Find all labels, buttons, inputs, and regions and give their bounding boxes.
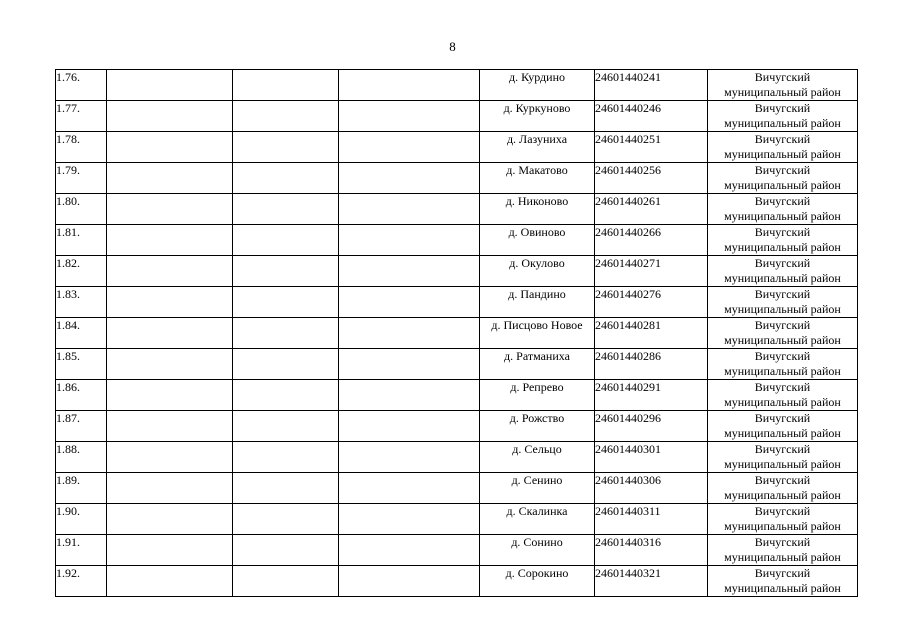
district-cell: [708, 132, 858, 163]
empty-cell: [107, 101, 233, 132]
table-row: [56, 411, 858, 442]
row-number-cell: 1.79.: [56, 163, 107, 194]
district-cell: [708, 101, 858, 132]
district-cell: [708, 535, 858, 566]
settlement-name-cell: д. Куркуново: [480, 101, 595, 132]
district-cell: [708, 566, 858, 597]
row-number-cell: 1.84.: [56, 318, 107, 349]
empty-cell: [339, 225, 480, 256]
district-name-line2: муниципальный район: [724, 426, 841, 440]
district-name-line1: Вичугский: [754, 225, 811, 239]
row-number-cell: 1.89.: [56, 473, 107, 504]
settlement-name-cell: д. Скалинка: [480, 504, 595, 535]
empty-cell: [107, 504, 233, 535]
oktmo-code-cell: 24601440271: [595, 256, 708, 287]
table-row: [56, 194, 858, 225]
empty-cell: [107, 318, 233, 349]
empty-cell: [233, 70, 339, 101]
oktmo-code-cell: 24601440286: [595, 349, 708, 380]
table-row: [56, 349, 858, 380]
oktmo-code-cell: 24601440296: [595, 411, 708, 442]
district-cell: [708, 504, 858, 535]
empty-cell: [233, 504, 339, 535]
row-number-cell: 1.92.: [56, 566, 107, 597]
district-name-line2: муниципальный район: [724, 581, 841, 595]
empty-cell: [339, 256, 480, 287]
district-name-line1: Вичугский: [754, 70, 811, 84]
empty-cell: [233, 318, 339, 349]
district-name-line2: муниципальный район: [724, 302, 841, 316]
district-name-line2: муниципальный район: [724, 85, 841, 99]
settlement-name-cell: д. Макатово: [480, 163, 595, 194]
district-name-line1: Вичугский: [754, 256, 811, 270]
empty-cell: [339, 473, 480, 504]
settlement-name-cell: д. Курдино: [480, 70, 595, 101]
district-name-line2: муниципальный район: [724, 147, 841, 161]
empty-cell: [233, 535, 339, 566]
empty-cell: [339, 318, 480, 349]
settlements-table: [55, 69, 858, 597]
row-number-cell: 1.85.: [56, 349, 107, 380]
oktmo-code-cell: 24601440306: [595, 473, 708, 504]
row-number-cell: 1.83.: [56, 287, 107, 318]
oktmo-code-cell: 24601440276: [595, 287, 708, 318]
district-name-line2: муниципальный район: [724, 240, 841, 254]
district-cell: [708, 318, 858, 349]
row-number-cell: 1.82.: [56, 256, 107, 287]
district-name-line1: Вичугский: [754, 349, 811, 363]
table-row: [56, 318, 858, 349]
district-name-line2: муниципальный район: [724, 178, 841, 192]
oktmo-code-cell: 24601440301: [595, 442, 708, 473]
empty-cell: [339, 194, 480, 225]
empty-cell: [339, 411, 480, 442]
settlement-name-cell: д. Писцово Новое: [480, 318, 595, 349]
table-row: [56, 442, 858, 473]
settlement-name-cell: д. Сонино: [480, 535, 595, 566]
table-row: [56, 256, 858, 287]
district-name-line2: муниципальный район: [724, 488, 841, 502]
empty-cell: [233, 380, 339, 411]
row-number-cell: 1.91.: [56, 535, 107, 566]
oktmo-code-cell: 24601440241: [595, 70, 708, 101]
district-cell: [708, 163, 858, 194]
table-row: [56, 101, 858, 132]
table-row: [56, 70, 858, 101]
row-number-cell: 1.78.: [56, 132, 107, 163]
table-row: [56, 380, 858, 411]
page-number: 8: [449, 39, 456, 54]
district-name-line2: муниципальный район: [724, 364, 841, 378]
district-name-line1: Вичугский: [754, 380, 811, 394]
district-name-line1: Вичугский: [754, 411, 811, 425]
empty-cell: [339, 163, 480, 194]
district-cell: [708, 225, 858, 256]
oktmo-code-cell: 24601440311: [595, 504, 708, 535]
settlement-name-cell: д. Рожство: [480, 411, 595, 442]
empty-cell: [339, 101, 480, 132]
oktmo-code-cell: 24601440246: [595, 101, 708, 132]
empty-cell: [233, 411, 339, 442]
district-cell: [708, 287, 858, 318]
empty-cell: [233, 566, 339, 597]
settlement-name-cell: д. Сенино: [480, 473, 595, 504]
table-row: [56, 132, 858, 163]
district-cell: [708, 194, 858, 225]
empty-cell: [107, 473, 233, 504]
district-cell: [708, 380, 858, 411]
empty-cell: [339, 566, 480, 597]
district-cell: [708, 411, 858, 442]
row-number-cell: 1.76.: [56, 70, 107, 101]
empty-cell: [339, 380, 480, 411]
table-row: [56, 535, 858, 566]
empty-cell: [107, 411, 233, 442]
row-number-cell: 1.77.: [56, 101, 107, 132]
empty-cell: [339, 535, 480, 566]
district-name-line1: Вичугский: [754, 566, 811, 580]
settlement-name-cell: д. Сельцо: [480, 442, 595, 473]
district-name-line2: муниципальный район: [724, 457, 841, 471]
district-name-line2: муниципальный район: [724, 550, 841, 564]
district-name-line1: Вичугский: [754, 442, 811, 456]
oktmo-code-cell: 24601440266: [595, 225, 708, 256]
empty-cell: [107, 163, 233, 194]
empty-cell: [233, 256, 339, 287]
empty-cell: [233, 194, 339, 225]
settlement-name-cell: д. Никоново: [480, 194, 595, 225]
table-row: [56, 504, 858, 535]
empty-cell: [107, 535, 233, 566]
district-name-line1: Вичугский: [754, 318, 811, 332]
empty-cell: [233, 442, 339, 473]
settlement-name-cell: д. Ратманиха: [480, 349, 595, 380]
district-cell: [708, 70, 858, 101]
oktmo-code-cell: 24601440251: [595, 132, 708, 163]
empty-cell: [233, 225, 339, 256]
row-number-cell: 1.81.: [56, 225, 107, 256]
district-name-line1: Вичугский: [754, 473, 811, 487]
district-name-line2: муниципальный район: [724, 395, 841, 409]
empty-cell: [233, 349, 339, 380]
row-number-cell: 1.88.: [56, 442, 107, 473]
empty-cell: [339, 70, 480, 101]
empty-cell: [107, 380, 233, 411]
row-number-cell: 1.80.: [56, 194, 107, 225]
settlement-name-cell: д. Пандино: [480, 287, 595, 318]
district-name-line2: муниципальный район: [724, 271, 841, 285]
table-row: [56, 287, 858, 318]
empty-cell: [107, 194, 233, 225]
empty-cell: [339, 504, 480, 535]
settlement-name-cell: д. Сорокино: [480, 566, 595, 597]
oktmo-code-cell: 24601440261: [595, 194, 708, 225]
table-body: [56, 70, 858, 597]
table-row: [56, 225, 858, 256]
oktmo-code-cell: 24601440316: [595, 535, 708, 566]
empty-cell: [233, 473, 339, 504]
table-row: [56, 163, 858, 194]
oktmo-code-cell: 24601440256: [595, 163, 708, 194]
district-name-line1: Вичугский: [754, 535, 811, 549]
district-cell: [708, 442, 858, 473]
district-name-line2: муниципальный район: [724, 333, 841, 347]
row-number-cell: 1.90.: [56, 504, 107, 535]
oktmo-code-cell: 24601440291: [595, 380, 708, 411]
empty-cell: [107, 442, 233, 473]
empty-cell: [233, 132, 339, 163]
district-name-line1: Вичугский: [754, 101, 811, 115]
empty-cell: [107, 256, 233, 287]
district-cell: [708, 473, 858, 504]
district-name-line1: Вичугский: [754, 504, 811, 518]
empty-cell: [107, 349, 233, 380]
district-name-line1: Вичугский: [754, 194, 811, 208]
empty-cell: [107, 566, 233, 597]
district-name-line2: муниципальный район: [724, 519, 841, 533]
settlement-name-cell: д. Лазуниха: [480, 132, 595, 163]
empty-cell: [233, 101, 339, 132]
district-name-line2: муниципальный район: [724, 209, 841, 223]
empty-cell: [107, 132, 233, 163]
oktmo-code-cell: 24601440281: [595, 318, 708, 349]
empty-cell: [107, 225, 233, 256]
empty-cell: [339, 349, 480, 380]
district-cell: [708, 349, 858, 380]
empty-cell: [233, 287, 339, 318]
empty-cell: [107, 70, 233, 101]
district-name-line1: Вичугский: [754, 163, 811, 177]
empty-cell: [233, 163, 339, 194]
district-name-line1: Вичугский: [754, 132, 811, 146]
empty-cell: [339, 442, 480, 473]
district-name-line2: муниципальный район: [724, 116, 841, 130]
settlement-name-cell: д. Репрево: [480, 380, 595, 411]
district-cell: [708, 256, 858, 287]
row-number-cell: 1.87.: [56, 411, 107, 442]
row-number-cell: 1.86.: [56, 380, 107, 411]
empty-cell: [107, 287, 233, 318]
district-name-line1: Вичугский: [754, 287, 811, 301]
settlement-name-cell: д. Овиново: [480, 225, 595, 256]
empty-cell: [339, 132, 480, 163]
oktmo-code-cell: 24601440321: [595, 566, 708, 597]
settlement-name-cell: д. Окулово: [480, 256, 595, 287]
table-row: [56, 473, 858, 504]
empty-cell: [339, 287, 480, 318]
table-row: [56, 566, 858, 597]
